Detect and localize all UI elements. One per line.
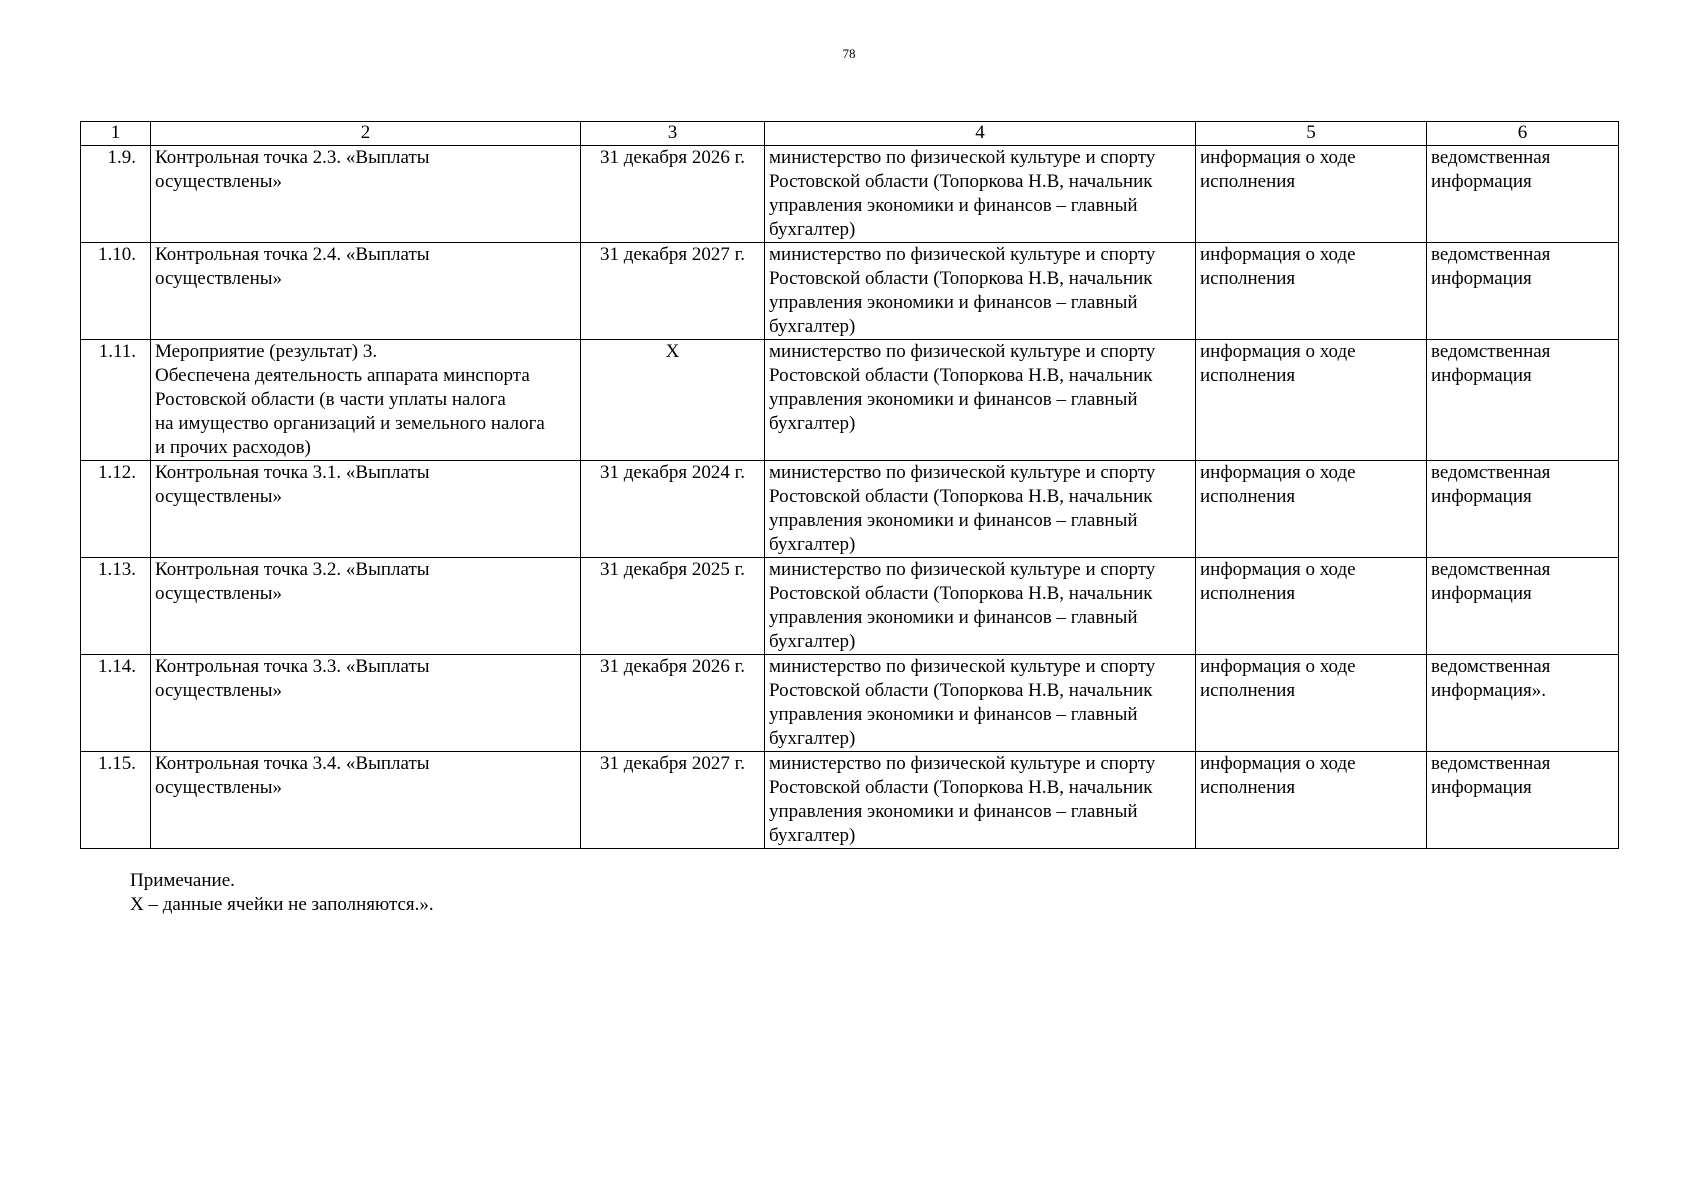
- item-name-cell: Контрольная точка 3.2. «Выплаты осуществлены»: [151, 558, 581, 655]
- document-cell: информация о ходе исполнения: [1196, 461, 1427, 558]
- row-number-cell: 1.15.: [81, 752, 151, 849]
- item-name-cell: Контрольная точка 3.1. «Выплаты осуществлены»: [151, 461, 581, 558]
- deadline-cell: Х: [581, 340, 765, 461]
- row-number-cell: 1.11.: [81, 340, 151, 461]
- document-cell: информация о ходе исполнения: [1196, 146, 1427, 243]
- responsible-cell: министерство по физической культуре и спорту Ростовской области (Топоркова Н.В, начальник управления экономики и финансов – главный бухгалтер): [765, 340, 1196, 461]
- responsible-cell: министерство по физической культуре и спорту Ростовской области (Топоркова Н.В, начальник управления экономики и финансов – главный бухгалтер): [765, 655, 1196, 752]
- deadline-cell: 31 декабря 2025 г.: [581, 558, 765, 655]
- plan-table: [80, 121, 1619, 849]
- info-system-cell: ведомственная информация».: [1427, 655, 1619, 752]
- responsible-cell: министерство по физической культуре и спорту Ростовской области (Топоркова Н.В, начальник управления экономики и финансов – главный бухгалтер): [765, 146, 1196, 243]
- header-cell-col-2: 2: [151, 122, 581, 146]
- item-name-cell: Контрольная точка 2.4. «Выплаты осуществлены»: [151, 243, 581, 340]
- deadline-cell: 31 декабря 2026 г.: [581, 655, 765, 752]
- footnote: [130, 869, 434, 917]
- responsible-cell: министерство по физической культуре и спорту Ростовской области (Топоркова Н.В, начальник управления экономики и финансов – главный бухгалтер): [765, 752, 1196, 849]
- responsible-cell: министерство по физической культуре и спорту Ростовской области (Топоркова Н.В, начальник управления экономики и финансов – главный бухгалтер): [765, 558, 1196, 655]
- table-row: [81, 558, 1619, 655]
- table-row: [81, 752, 1619, 849]
- item-name-cell: Контрольная точка 3.3. «Выплаты осуществлены»: [151, 655, 581, 752]
- deadline-cell: 31 декабря 2027 г.: [581, 243, 765, 340]
- table-row: [81, 655, 1619, 752]
- deadline-cell: 31 декабря 2026 г.: [581, 146, 765, 243]
- header-row: [81, 122, 1619, 146]
- header-cell-col-4: 4: [765, 122, 1196, 146]
- document-cell: информация о ходе исполнения: [1196, 752, 1427, 849]
- deadline-cell: 31 декабря 2027 г.: [581, 752, 765, 849]
- table-row: [81, 146, 1619, 243]
- header-cell-col-5: 5: [1196, 122, 1427, 146]
- header-cell-col-1: 1: [81, 122, 151, 146]
- header-cell-col-3: 3: [581, 122, 765, 146]
- info-system-cell: ведомственная информация: [1427, 752, 1619, 849]
- table-row: [81, 243, 1619, 340]
- item-name-cell: Мероприятие (результат) 3. Обеспечена деятельность аппарата минспорта Ростовской области (в части уплаты налога на имущество организаций и земельного налога и прочих расходов): [151, 340, 581, 461]
- info-system-cell: ведомственная информация: [1427, 461, 1619, 558]
- page-number: 78: [842, 46, 856, 61]
- document-cell: информация о ходе исполнения: [1196, 655, 1427, 752]
- row-number-cell: 1.10.: [81, 243, 151, 340]
- document-cell: информация о ходе исполнения: [1196, 340, 1427, 461]
- document-cell: информация о ходе исполнения: [1196, 243, 1427, 340]
- responsible-cell: министерство по физической культуре и спорту Ростовской области (Топоркова Н.В, начальник управления экономики и финансов – главный бухгалтер): [765, 243, 1196, 340]
- info-system-cell: ведомственная информация: [1427, 243, 1619, 340]
- header-cell-col-6: 6: [1427, 122, 1619, 146]
- row-number-cell: 1.9.: [81, 146, 151, 243]
- footnote-text: Х – данные ячейки не заполняются.».: [130, 894, 434, 915]
- row-number-cell: 1.12.: [81, 461, 151, 558]
- info-system-cell: ведомственная информация: [1427, 340, 1619, 461]
- responsible-cell: министерство по физической культуре и спорту Ростовской области (Топоркова Н.В, начальник управления экономики и финансов – главный бухгалтер): [765, 461, 1196, 558]
- info-system-cell: ведомственная информация: [1427, 146, 1619, 243]
- item-name-cell: Контрольная точка 3.4. «Выплаты осуществлены»: [151, 752, 581, 849]
- row-number-cell: 1.14.: [81, 655, 151, 752]
- deadline-cell: 31 декабря 2024 г.: [581, 461, 765, 558]
- footnote-title: Примечание.: [130, 870, 235, 891]
- row-number-cell: 1.13.: [81, 558, 151, 655]
- item-name-cell: Контрольная точка 2.3. «Выплаты осуществлены»: [151, 146, 581, 243]
- table-row: [81, 340, 1619, 461]
- document-cell: информация о ходе исполнения: [1196, 558, 1427, 655]
- info-system-cell: ведомственная информация: [1427, 558, 1619, 655]
- table-row: [81, 461, 1619, 558]
